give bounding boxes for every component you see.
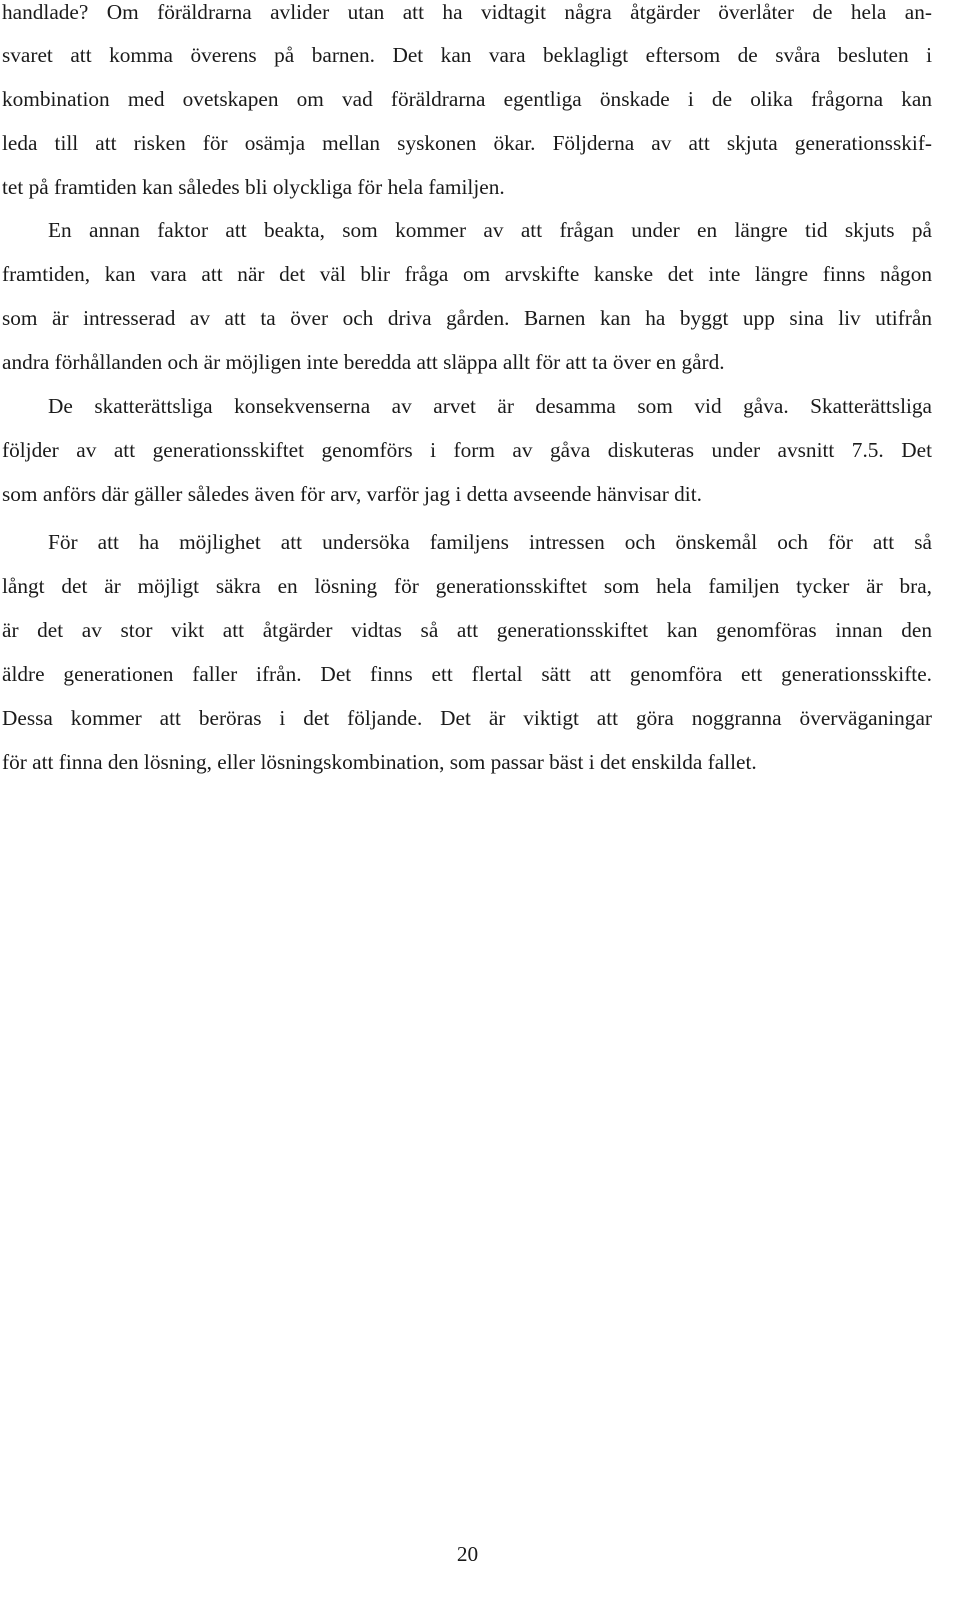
text-line: Dessa kommer att beröras i det följande. Det är viktigt att göra noggranna överväganingar <box>2 706 932 730</box>
text-line: tet på framtiden kan således bli olyckliga för hela familjen. <box>2 175 505 199</box>
text-line: långt det är möjligt säkra en lösning för generationsskiftet som hela familjen tycker är bra, <box>2 574 932 598</box>
page-number: 20 <box>456 1542 479 1566</box>
text-line-indented: För att ha möjlighet att undersöka familjens intressen och önskemål och för att så <box>48 530 932 554</box>
text-line: leda till att risken för osämja mellan syskonen ökar. Följderna av att skjuta generationsskif- <box>2 131 932 155</box>
text-line: som anförs där gäller således även för arv, varför jag i detta avseende hänvisar dit. <box>2 482 702 506</box>
text-line: svaret att komma överens på barnen. Det kan vara beklagligt eftersom de svåra besluten i <box>2 43 932 67</box>
text-line-indented: En annan faktor att beakta, som kommer av att frågan under en längre tid skjuts på <box>48 218 932 242</box>
text-line: handlade? Om föräldrarna avlider utan att ha vidtagit några åtgärder överlåter de hela an- <box>2 0 932 24</box>
text-line: är det av stor vikt att åtgärder vidtas så att generationsskiftet kan genomföras innan den <box>2 618 932 642</box>
text-line: äldre generationen faller ifrån. Det finns ett flertal sätt att genomföra ett generationsskifte. <box>2 662 932 686</box>
text-line: för att finna den lösning, eller lösningskombination, som passar bäst i det enskilda fallet. <box>2 750 757 774</box>
text-line: andra förhållanden och är möjligen inte beredda att släppa allt för att ta över en gård. <box>2 350 725 374</box>
text-line: framtiden, kan vara att när det väl blir fråga om arvskifte kanske det inte längre finns någon <box>2 262 932 286</box>
text-line: som är intresserad av att ta över och driva gården. Barnen kan ha byggt upp sina liv utifrån <box>2 306 932 330</box>
text-line-indented: De skatterättsliga konsekvenserna av arvet är desamma som vid gåva. Skatterättsliga <box>48 394 932 418</box>
text-line: följder av att generationsskiftet genomförs i form av gåva diskuteras under avsnitt 7.5. Det <box>2 438 932 462</box>
text-line: kombination med ovetskapen om vad föräldrarna egentliga önskade i de olika frågorna kan <box>2 87 932 111</box>
